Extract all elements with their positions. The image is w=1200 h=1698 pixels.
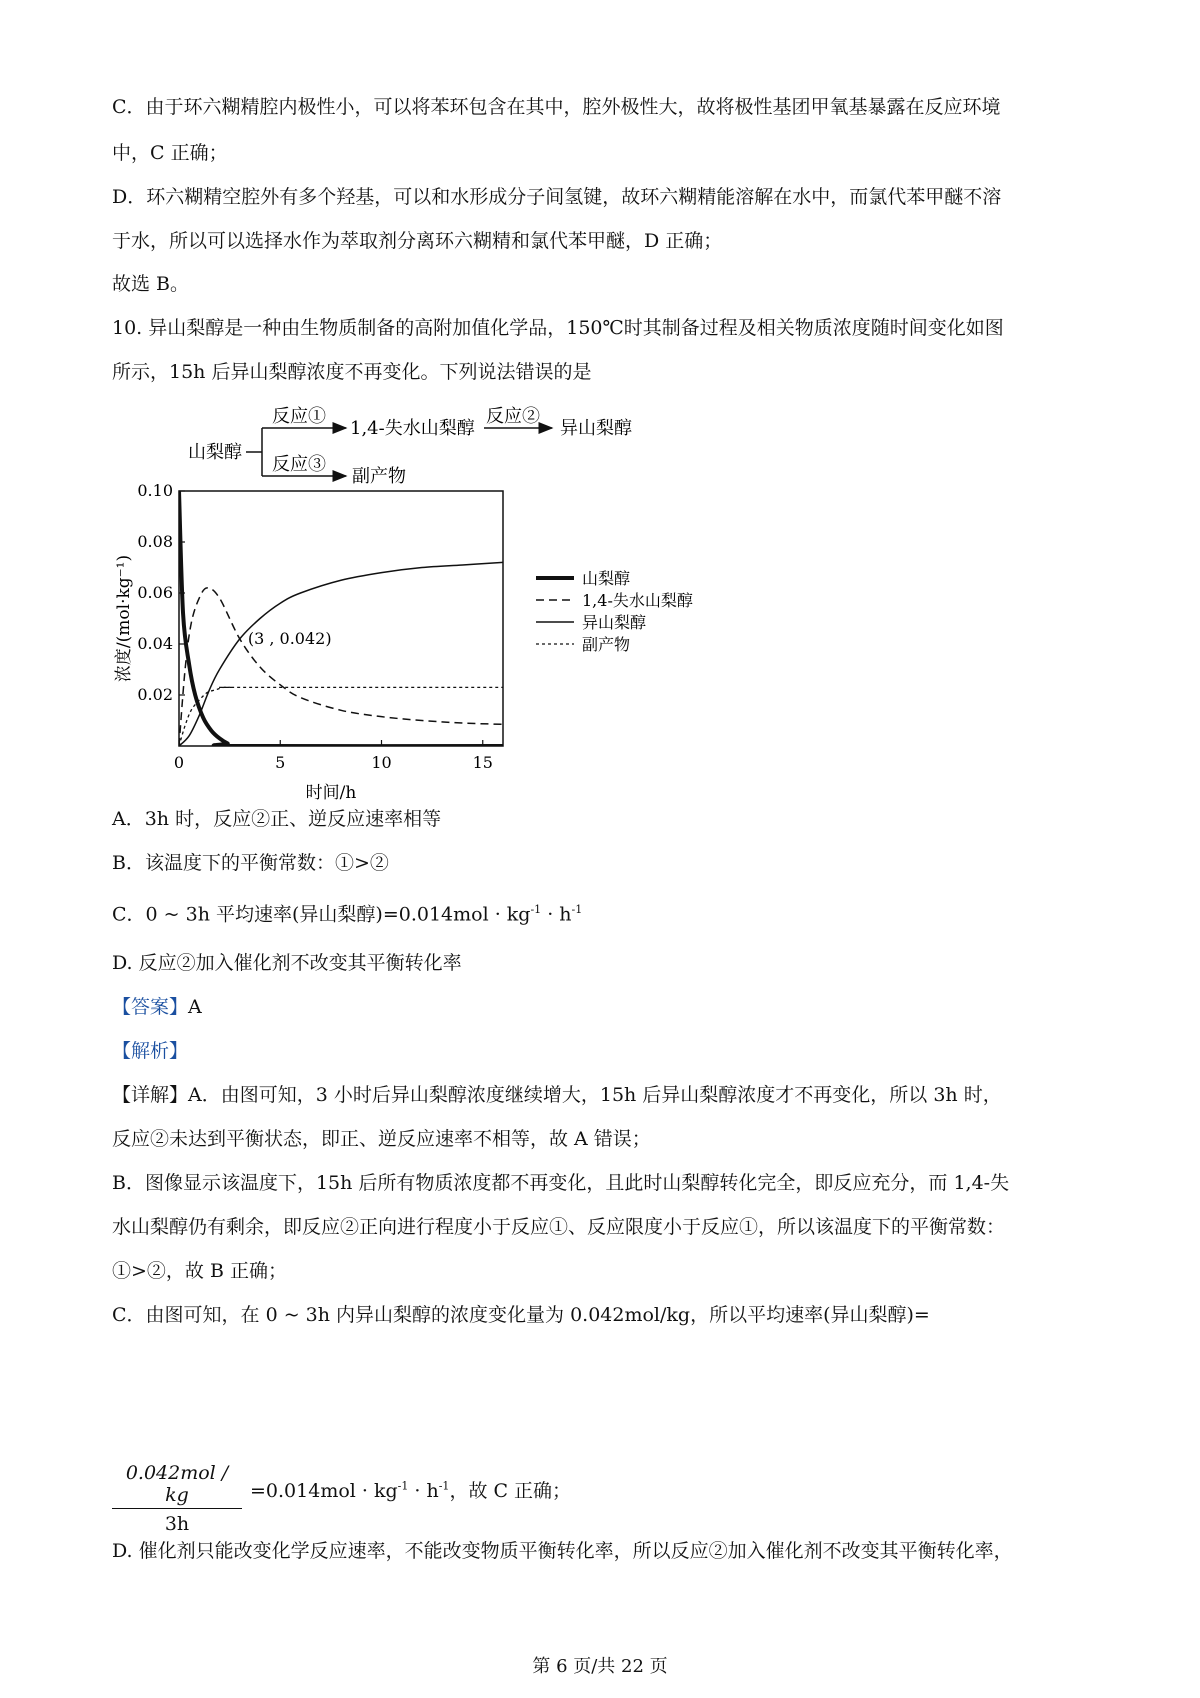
y-axis-label: 浓度/(mol·kg⁻¹) — [114, 554, 134, 683]
analysis-tag: 【解析】 — [112, 1040, 189, 1062]
answer-line — [112, 994, 202, 1020]
x-tick-label: 15 — [472, 753, 493, 772]
option-c-text: C．0 ~ 3h 平均速率(异山梨醇)=0.014mol · kg — [112, 903, 531, 926]
detail-text: 【详解】A．由图可知，3 小时后异山梨醇浓度继续增大，15h 后异山梨醇浓度才不再变化，所以 3h 时， — [112, 1084, 1002, 1106]
y-tick-label: 0.06 — [137, 583, 173, 602]
byproduct-label: 副产物 — [352, 466, 406, 487]
legend-label: 副产物 — [582, 635, 631, 654]
question-stem: 10. 异山梨醇是一种由生物质制备的高附加值化学品，150℃时其制备过程及相关物质浓度随时间变化如图 — [112, 317, 1004, 339]
plot-frame — [179, 491, 503, 746]
detail-text: ①>②，故 B 正确； — [112, 1260, 287, 1282]
detail-text: 水山梨醇仍有剩余，即反应②正向进行程度小于反应①、反应限度小于反应①，所以该温度下的平衡常数： — [112, 1216, 1006, 1238]
text-line: D．环六糊精空腔外有多个羟基，可以和水形成分子间氢键，故环六糊精能溶解在水中，而氯代苯甲醚不溶 — [112, 186, 1002, 208]
legend-label: 1,4-失水山梨醇 — [582, 591, 693, 610]
detail-text: D. 催化剂只能改变化学反应速率，不能改变物质平衡转化率，所以反应②加入催化剂不改变其平衡转化率， — [112, 1540, 1013, 1562]
text-line: 于水，所以可以选择水作为萃取剂分离环六糊精和氯代苯甲醚，D 正确； — [112, 230, 723, 252]
detail-text: 反应②未达到平衡状态，即正、逆反应速率不相等，故 A 错误； — [112, 1128, 651, 1150]
x-tick-label: 0 — [173, 753, 185, 772]
point-annotation: (3 , 0.042) — [247, 628, 332, 648]
product-label: 异山梨醇 — [560, 418, 632, 439]
question-stem: 所示，15h 后异山梨醇浓度不再变化。下列说法错误的是 — [112, 361, 592, 383]
detail-text: B．图像显示该温度下，15h 后所有物质浓度都不再变化，且此时山梨醇转化完全，即反应充分，而 1,4-失 — [112, 1172, 1010, 1194]
superscript: -1 — [530, 903, 542, 916]
reactant-label: 山梨醇 — [188, 442, 242, 463]
option-a: A．3h 时，反应②正、逆反应速率相等 — [112, 808, 442, 830]
choose-answer: 故选 B。 — [112, 273, 190, 295]
series-line-2 — [179, 562, 503, 746]
option-c — [112, 897, 582, 927]
x-axis-label: 时间/h — [305, 783, 357, 803]
result-text: =0.014mol · kg — [250, 1480, 398, 1502]
page-footer: 第 6 页/共 22 页 — [532, 1656, 668, 1677]
y-tick-label: 0.04 — [137, 634, 173, 653]
concentration-chart — [114, 481, 693, 803]
superscript: -1 — [397, 1479, 409, 1493]
reaction-3-label: 反应③ — [272, 454, 326, 475]
fraction-result — [250, 1476, 571, 1503]
superscript: -1 — [571, 903, 583, 916]
intermediate-label: 1,4-失水山梨醇 — [350, 418, 475, 439]
answer-value: A — [188, 996, 202, 1018]
series-line-1 — [179, 588, 503, 746]
reaction-figure — [100, 406, 740, 803]
series-line-3 — [179, 687, 503, 746]
option-c-text: · h — [541, 903, 572, 926]
text-line: 中，C 正确； — [112, 142, 228, 164]
option-b: B．该温度下的平衡常数：①>② — [112, 852, 389, 874]
series-line-0 — [179, 491, 503, 746]
y-tick-label: 0.02 — [137, 685, 173, 704]
y-tick-label: 0.08 — [137, 532, 173, 551]
fraction-numerator: 0.042mol / kg — [112, 1462, 242, 1509]
text-line: C．由于环六糊精腔内极性小，可以将苯环包含在其中，腔外极性大，故将极性基团甲氧基暴露在反应环境 — [112, 96, 1001, 118]
superscript: -1 — [438, 1479, 450, 1493]
detail-text: C．由图可知，在 0 ~ 3h 内异山梨醇的浓度变化量为 0.042mol/kg，所以平均速率(异山梨醇)= — [112, 1304, 930, 1326]
reaction-2-label: 反应② — [486, 406, 540, 427]
legend-label: 异山梨醇 — [582, 613, 647, 632]
y-tick-label: 0.10 — [137, 481, 173, 500]
result-text: · h — [408, 1480, 439, 1502]
legend-label: 山梨醇 — [582, 569, 631, 588]
x-tick-label: 5 — [275, 753, 286, 772]
fraction-denominator: 3h — [164, 1513, 190, 1535]
answer-tag: 【答案】 — [112, 996, 189, 1018]
fraction — [112, 1462, 242, 1535]
result-text: ，故 C 正确； — [449, 1480, 572, 1502]
reaction-1-label: 反应① — [272, 406, 326, 427]
x-tick-label: 10 — [371, 753, 392, 772]
reaction-scheme — [188, 406, 632, 487]
option-d: D. 反应②加入催化剂不改变其平衡转化率 — [112, 952, 462, 974]
